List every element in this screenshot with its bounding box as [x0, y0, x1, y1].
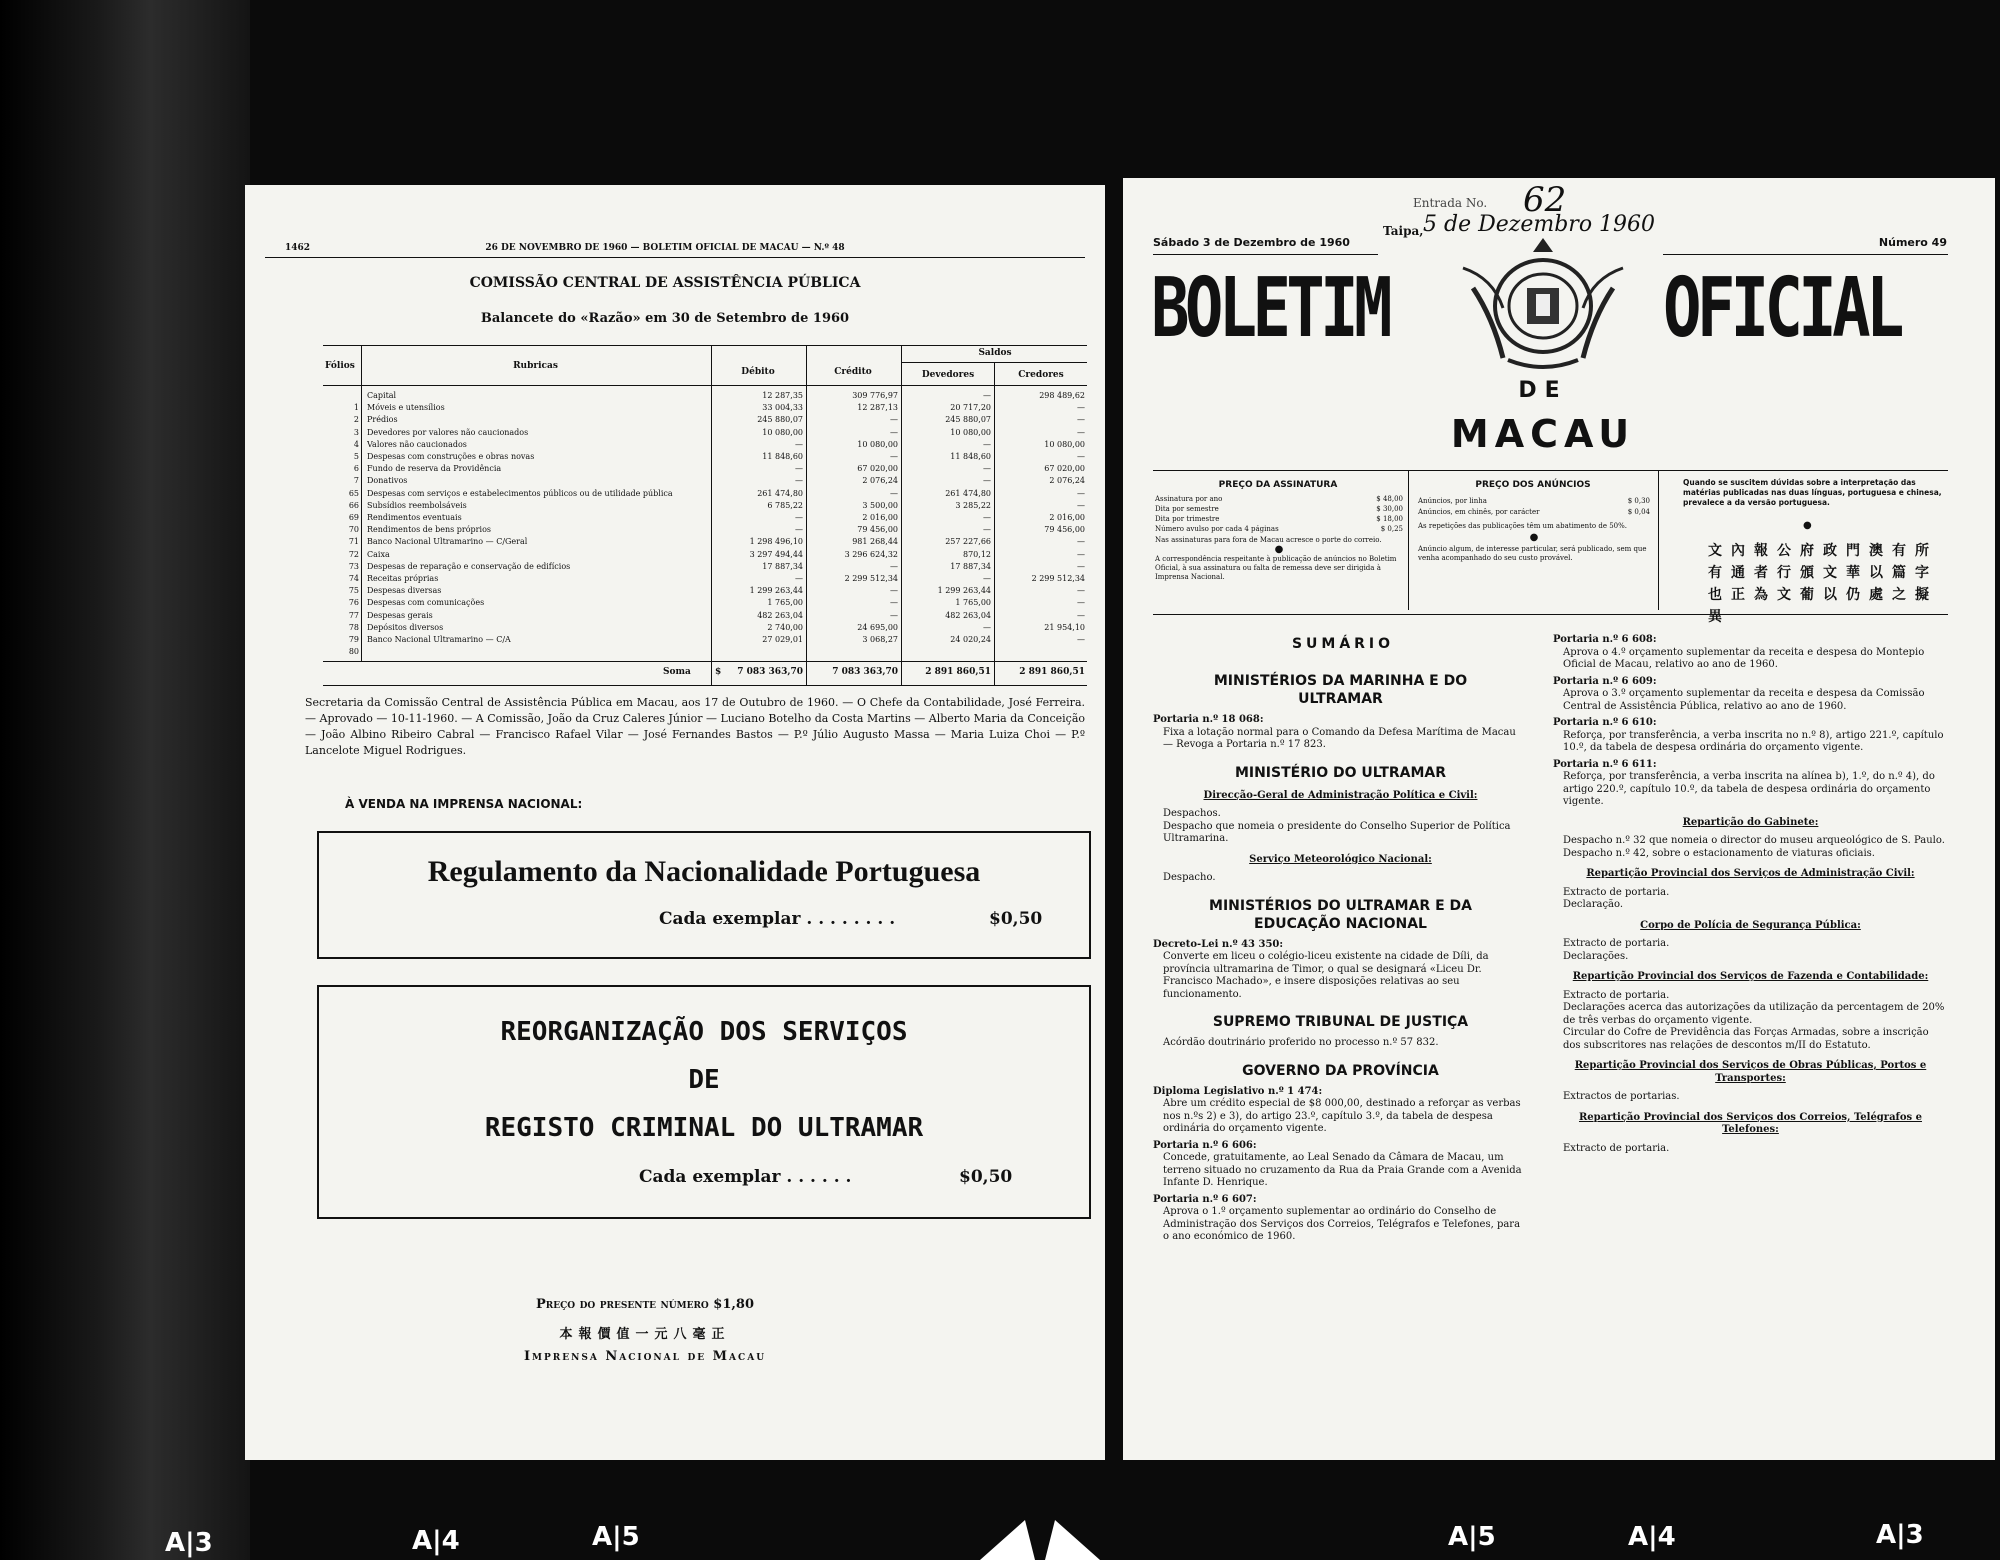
- currency-symbol: $: [715, 667, 722, 677]
- cell-rubrica: Depósitos diversos: [367, 622, 444, 632]
- cell-debito: 245 880,07: [757, 415, 803, 425]
- cell-credores: —: [1077, 610, 1085, 620]
- sumario-entry: Circular do Cofre de Previdência das Forças Armadas, sobre a inscrição dos subscritores nas relações de descontos m/II do Estatuto.: [1563, 1027, 1929, 1051]
- ad-regulamento-title: Regulamento da Nacionalidade Portuguesa: [427, 855, 981, 888]
- cell-devedores: —: [983, 513, 991, 522]
- cell-debito: 17 887,34: [762, 561, 803, 571]
- cell-credito: —: [890, 610, 898, 620]
- cell-credito: 79 456,00: [857, 525, 898, 535]
- cell-folio: 66: [348, 500, 359, 510]
- cell-credito: 2 016,00: [862, 513, 898, 522]
- sumario-section-heading: SUPREMO TRIBUNAL DE JUSTIÇA: [1212, 1014, 1469, 1030]
- cell-credito: 10 080,00: [857, 439, 898, 449]
- cell-debito: 1 299 263,44: [749, 586, 803, 596]
- cell-credores: —: [1077, 561, 1085, 571]
- cell-folio: 74: [348, 574, 359, 583]
- table-row: [323, 611, 1087, 621]
- table-row: [323, 537, 1087, 547]
- sumario-entry: Reforça, por transferência, a verba inscrita na alínea b), 1.º, do n.º 4), do artigo 220.º, capítulo 10.º, da tabela de despesa ordinária do orçamento vigente.: [1563, 771, 1935, 807]
- cell-folio: 5: [353, 452, 359, 461]
- sumario-section-heading: MINISTÉRIOS DO ULTRAMAR E DA EDUCAÇÃO NACIONAL: [1209, 897, 1472, 932]
- assinatura-title: PREÇO DA ASSINATURA: [1218, 480, 1338, 490]
- cell-rubrica: Fundo de reserva da Providência: [367, 464, 502, 474]
- cell-credito: 12 287,13: [857, 403, 898, 413]
- sumario-entry: Despacho n.º 32 que nomeia o director do museu arqueológico de S. Paulo.: [1563, 835, 1945, 846]
- sumario-section-heading: MINISTÉRIOS DA MARINHA E DO ULTRAMAR: [1213, 673, 1468, 707]
- table-row: [323, 562, 1087, 572]
- assinatura-list: Assinatura por ano $ 48,00 Dita por semestre $ 30,00 Dita por trimestre $ 18,00 Número avulso por cada 4 páginas $ 0,25 Nas assinaturas para fora de Macau acresce o porte do correio. ● A correspondência respeitante à publicação de anúncios no Boletim Oficial, à sua assinatura ou falta de remessa deve ser dirigida à Imprensa Nacional.: [1155, 495, 1403, 581]
- sumario-entry: Extracto de portaria.: [1563, 886, 1670, 898]
- cell-devedores: 245 880,07: [945, 415, 991, 425]
- table-row: [323, 525, 1087, 535]
- cell-rubrica: Subsídios reembolsáveis: [367, 500, 467, 510]
- cell-credores: —: [1077, 537, 1085, 547]
- anuncios-item: Anúncios, por linha $ 0,30: [1418, 497, 1650, 505]
- cell-rubrica: Caixa: [367, 549, 390, 559]
- sumario-label: Portaria n.º 6 606:: [1153, 1139, 1257, 1151]
- cell-devedores: 11 848,60: [950, 452, 991, 461]
- entrada-value: 62: [1523, 180, 1567, 220]
- table-row: [323, 586, 1087, 596]
- cell-credores: —: [1077, 427, 1085, 437]
- table-row: [323, 489, 1087, 499]
- cell-folio: 73: [348, 561, 359, 571]
- ad-reorganizacao-line1: REORGANIZAÇÃO DOS SERVIÇOS: [500, 1017, 908, 1047]
- sumario-label: Portaria n.º 18 068:: [1153, 714, 1264, 725]
- cell-devedores: 1 299 263,44: [937, 586, 991, 596]
- cell-credito: 309 776,97: [852, 391, 898, 400]
- ad-reorganizacao-price: $0,50: [959, 1167, 1013, 1187]
- sumario-entry: Aprova o 4.º orçamento suplementar da receita e despesa do Montepio Oficial de Macau, relativo ao ano de 1960.: [1563, 646, 1925, 670]
- sumario-subheading: Corpo de Polícia de Segurança Pública:: [1640, 919, 1861, 931]
- sumario-entry: Converte em liceu o colégio-liceu existente na cidade de Díli, da província ultramarina de Timor, o qual se designará «Liceu Dr. Francisco Machado», e insere disposições relativas ao seu funcionamento.: [1163, 951, 1489, 1000]
- cell-credores: —: [1077, 452, 1085, 461]
- cell-debito: —: [795, 476, 803, 486]
- numero-line: Número 49: [1878, 236, 1947, 249]
- cell-devedores: —: [983, 464, 991, 474]
- cell-debito: 6 785,22: [767, 500, 803, 510]
- sumario-subheading: Repartição Provincial dos Serviços dos Correios, Telégrafos e Telefones:: [1578, 1111, 1922, 1135]
- cell-folio: 77: [348, 610, 359, 620]
- ad-reorganizacao: [317, 985, 1091, 1219]
- cell-credores: 67 020,00: [1044, 464, 1085, 474]
- cell-folio: 78: [348, 622, 359, 632]
- cell-debito: 10 080,00: [762, 427, 803, 437]
- cell-folio: 65: [348, 488, 359, 498]
- table-row: [323, 464, 1087, 474]
- coat-of-arms-icon: [1453, 228, 1633, 378]
- sumario-subheading: Repartição Provincial dos Serviços de Administração Civil:: [1586, 868, 1915, 879]
- sumario-entry: Acórdão doutrinário proferido no processo n.º 57 832.: [1163, 1037, 1439, 1048]
- cell-rubrica: Banco Nacional Ultramarino — C/A: [367, 635, 511, 644]
- cell-credores: 10 080,00: [1044, 439, 1085, 449]
- cell-folio: 69: [348, 513, 359, 522]
- film-mark: A|3: [1876, 1520, 1924, 1550]
- header-folios: Fólios: [325, 361, 355, 371]
- cell-debito: —: [795, 574, 803, 583]
- assinatura-item: Número avulso por cada 4 páginas $ 0,25: [1155, 525, 1403, 533]
- cell-rubrica: Despesas com serviços e estabelecimentos públicos ou de utilidade pública: [367, 488, 673, 498]
- cell-folio: 76: [348, 598, 359, 608]
- sumario-entry: Extracto de portaria.: [1563, 938, 1670, 949]
- cell-credito: —: [890, 561, 898, 571]
- ad-regulamento-price: $0,50: [989, 909, 1043, 929]
- ad-reorganizacao-line2: DE: [688, 1065, 720, 1095]
- cell-credito: 67 020,00: [857, 464, 898, 474]
- sumario-section-heading: MINISTÉRIO DO ULTRAMAR: [1234, 764, 1447, 781]
- sumario-label: Decreto-Lei n.º 43 350:: [1153, 938, 1284, 950]
- ad-regulamento: [317, 831, 1091, 959]
- cell-rubrica: Valores não caucionados: [367, 439, 467, 449]
- sumario-entry: Concede, gratuitamente, ao Leal Senado da Câmara de Macau, um terreno situado no cruzamento da Rua da Praia Grande com a Avenida Infante D. Henrique.: [1163, 1152, 1522, 1188]
- cell-debito: 27 029,01: [762, 635, 803, 644]
- cell-credito: 3 296 624,32: [844, 549, 898, 559]
- cell-folio: 72: [348, 549, 359, 559]
- cell-rubrica: Móveis e utensílios: [367, 403, 445, 413]
- assinatura-item: Assinatura por ano $ 48,00: [1155, 495, 1403, 503]
- sumario-label: Portaria n.º 6 607:: [1153, 1193, 1257, 1205]
- cell-rubrica: Banco Nacional Ultramarino — C/Geral: [367, 537, 528, 547]
- cell-rubrica: Donativos: [367, 476, 408, 486]
- cell-folio: 4: [353, 439, 359, 449]
- sumario-entry: Declarações acerca das autorizações da utilização da percentagem de 20% de três verbas do orçamento vigente.: [1563, 1002, 1945, 1026]
- cell-rubrica: Despesas com construções e obras novas: [367, 452, 535, 461]
- taipa-value: 5 de Dezembro 1960: [1423, 212, 1656, 237]
- anuncios-title: PREÇO DOS ANÚNCIOS: [1475, 480, 1591, 490]
- ad-reorganizacao-line3: REGISTO CRIMINAL DO ULTRAMAR: [484, 1113, 924, 1143]
- sumario-entry: Reforça, por transferência, a verba inscrita no n.º 8), artigo 221.º, capítulo 10.º, da tabela de despesa ordinária do orçamento vigente.: [1563, 729, 1944, 753]
- left-page: [245, 185, 1105, 1460]
- cell-credores: 79 456,00: [1044, 525, 1085, 535]
- cell-credito: —: [890, 488, 898, 498]
- header-debito: Débito: [741, 367, 775, 377]
- cell-devedores: 17 887,34: [950, 561, 991, 571]
- cell-devedores: 257 227,66: [945, 537, 991, 547]
- cell-credores: —: [1077, 488, 1085, 498]
- cell-folio: 6: [353, 464, 359, 474]
- cell-debito: 1 765,00: [767, 598, 803, 608]
- right-page: [1123, 178, 1995, 1460]
- cell-credores: 298 489,62: [1039, 391, 1085, 400]
- soma-credores: 2 891 860,51: [1019, 667, 1085, 677]
- cell-folio: 2: [353, 415, 359, 425]
- table-row: [323, 391, 1087, 401]
- cell-credito: —: [890, 598, 898, 608]
- sumario-entry: Extracto de portaria.: [1563, 1142, 1670, 1154]
- assinatura-item: Dita por semestre $ 30,00: [1155, 505, 1403, 513]
- cell-credores: —: [1077, 598, 1085, 608]
- cell-rubrica: Despesas com comunicações: [367, 598, 485, 608]
- sumario-subheading: Repartição do Gabinete:: [1682, 816, 1819, 828]
- assinatura-note1: Nas assinaturas para fora de Macau acresce o porte do correio.: [1155, 536, 1382, 544]
- cell-rubrica: Capital: [367, 391, 397, 400]
- anuncios-note1: As repetições das publicações têm um abatimento de 50%.: [1418, 522, 1627, 530]
- signature-paragraph: Secretaria da Comissão Central de Assistência Pública em Macau, aos 17 de Outubro de 1960. — O Chefe da Contabilidade, José Ferreira. — Aprovado — 10-11-1960. — A Comissão, João da Cruz Caleres Júnior — Luciano Botelho da Costa Martins — Alberto Maria da Conceição — João Albino Ribeiro Cabral — Francisco Rafael Vilar — José Fernandes Bastos — P.º Júlio Augusto Massa — Maria Luiza Choi — P.º Lancelote Miguel Rodrigues.: [305, 696, 1085, 757]
- sumario-label: Diploma Legislativo n.º 1 474:: [1153, 1085, 1323, 1097]
- cell-folio: 7: [353, 476, 359, 486]
- balance-table: [323, 345, 1087, 690]
- cell-devedores: —: [983, 525, 991, 535]
- cell-credito: —: [890, 452, 898, 461]
- cell-devedores: 1 765,00: [955, 598, 991, 608]
- cell-folio: 71: [348, 537, 359, 547]
- sumario-entry: Fixa a lotação normal para o Comando da Defesa Marítima de Macau — Revoga a Portaria n.º 17 823.: [1163, 726, 1516, 750]
- cell-debito: 482 263,04: [757, 610, 803, 620]
- table-row: [323, 501, 1087, 511]
- table-row: [323, 550, 1087, 560]
- table-row: [323, 513, 1087, 523]
- cell-rubrica: Receitas próprias: [367, 574, 439, 583]
- ad-reorganizacao-price-label: Cada exemplar . . . . . .: [639, 1167, 852, 1187]
- cell-devedores: —: [983, 622, 991, 632]
- header-rubricas: Rubricas: [513, 361, 558, 371]
- soma-credito: 7 083 363,70: [832, 667, 898, 677]
- masthead-de: DE: [1518, 378, 1568, 403]
- cell-credito: —: [890, 415, 898, 425]
- cell-devedores: 261 474,80: [945, 488, 991, 498]
- table-body: [323, 391, 1087, 661]
- cell-credito: —: [890, 427, 898, 437]
- cell-devedores: 482 263,04: [945, 610, 991, 620]
- soma-label: Soma: [663, 667, 691, 677]
- masthead-oficial: OFICIAL: [1663, 261, 1900, 356]
- cell-credores: —: [1077, 500, 1085, 510]
- cell-devedores: 870,12: [963, 549, 991, 559]
- balance-title: Balancete do «Razão» em 30 de Setembro de 1960: [480, 311, 850, 326]
- cell-credito: 981 268,44: [852, 537, 898, 547]
- date-line: Sábado 3 de Dezembro de 1960: [1153, 236, 1350, 249]
- cell-rubrica: Rendimentos de bens próprios: [367, 525, 491, 535]
- footer-imprensa: Imprensa Nacional de Macau: [523, 1349, 767, 1364]
- sumario-label: Portaria n.º 6 609:: [1553, 675, 1657, 687]
- soma-debito: 7 083 363,70: [737, 667, 803, 677]
- cell-devedores: 20 717,20: [950, 403, 991, 413]
- sumario-entry: Abre um crédito especial de $8 000,00, destinado a reforçar as verbas nos n.ºs 2) e 3), do artigo 23.º, capítulo 3.º, da tabela de despesa ordinária do orçamento vigente.: [1163, 1098, 1521, 1134]
- running-title: 26 DE NOVEMBRO DE 1960 — BOLETIM OFICIAL DE MACAU — N.º 48: [485, 243, 845, 253]
- cell-folio: 75: [348, 586, 359, 596]
- cell-folio: 80: [348, 647, 359, 657]
- table-row: [323, 440, 1087, 450]
- assinatura-note2: A correspondência respeitante à publicação de anúncios no Boletim Oficial, à sua assinatura ou falta de remessa deve ser dirigida à Imprensa Nacional.: [1155, 555, 1397, 581]
- cell-credito: 2 299 512,34: [844, 574, 898, 583]
- cell-credores: —: [1077, 635, 1085, 644]
- footer-price: Preço do presente número $1,80: [535, 1297, 755, 1312]
- table-row: [323, 647, 1087, 657]
- cell-debito: 11 848,60: [762, 452, 803, 461]
- notice-text: Quando se suscitem dúvidas sobre a interpretação das matérias publicadas nas duas línguas, portuguesa e chinesa, prevalece a da versão portuguesa.: [1683, 478, 1942, 507]
- entrada-label: Entrada No.: [1413, 196, 1488, 210]
- cell-folio: 3: [353, 427, 359, 437]
- film-mark: A|5: [592, 1522, 640, 1552]
- cell-rubrica: Rendimentos eventuais: [367, 513, 462, 522]
- cell-credito: 2 076,24: [862, 476, 898, 486]
- table-row: [323, 598, 1087, 608]
- cell-credores: 2 016,00: [1049, 513, 1085, 522]
- notice-chinese: 文內報公府政門澳有所 有通者行頒文華以篇字 也正為文葡以仍處之擬異: [1708, 543, 1938, 625]
- sumario-entry: Declaração.: [1563, 899, 1624, 910]
- sumario-entry: Declarações.: [1563, 950, 1629, 962]
- page-number: 1462: [285, 243, 311, 253]
- film-edge-strip: [0, 0, 250, 1560]
- cell-debito: —: [795, 439, 803, 449]
- cell-credores: 21 954,10: [1044, 622, 1085, 632]
- cell-devedores: —: [983, 439, 991, 449]
- cell-rubrica: Despesas gerais: [367, 610, 433, 620]
- sumario-column-1: [1153, 660, 1528, 1244]
- sumario-entry: Aprova o 1.º orçamento suplementar ao ordinário do Conselho de Administração dos Serviços dos Correios, Telégrafos e Telefones, para o ano económico de 1960.: [1163, 1206, 1521, 1242]
- venda-heading: À VENDA NA IMPRENSA NACIONAL:: [345, 797, 583, 811]
- cell-rubrica: Despesas de reparação e conservação de edifícios: [367, 561, 571, 571]
- table-row: [323, 476, 1087, 486]
- film-mark: A|4: [1628, 1522, 1676, 1552]
- cell-credito: 3 500,00: [862, 500, 898, 510]
- cell-rubrica: Prédios: [367, 415, 398, 425]
- sumario-entry: Extracto de portaria.: [1563, 989, 1670, 1001]
- table-row: [323, 574, 1087, 584]
- soma-devedores: 2 891 860,51: [925, 667, 991, 677]
- sumario-section-heading: GOVERNO DA PROVÍNCIA: [1242, 1062, 1439, 1079]
- anuncios-note2: Anúncio algum, de interesse particular, será publicado, sem que venha acompanhado do seu custo provável.: [1418, 545, 1647, 562]
- cell-credores: —: [1077, 415, 1085, 425]
- cell-debito: 261 474,80: [757, 488, 803, 498]
- ad-regulamento-price-label: Cada exemplar . . . . . . . .: [659, 909, 896, 929]
- sumario-entry: Despacho n.º 42, sobre o estacionamento de viaturas oficiais.: [1563, 847, 1875, 859]
- sumario-subheading: Repartição Provincial dos Serviços de Fazenda e Contabilidade:: [1572, 971, 1929, 982]
- masthead-macau: MACAU: [1450, 412, 1636, 456]
- commission-title: COMISSÃO CENTRAL DE ASSISTÊNCIA PÚBLICA: [469, 275, 861, 291]
- cell-devedores: —: [983, 574, 991, 583]
- sumario-entry: Despacho.: [1163, 872, 1216, 883]
- anuncios-item: Anúncios, em chinês, por carácter $ 0,04: [1418, 508, 1650, 516]
- sumario-entry: Extractos de portarias.: [1563, 1091, 1680, 1102]
- table-row: [323, 428, 1087, 438]
- sumario-column-2: [1553, 630, 1948, 1155]
- cell-folio: 70: [348, 525, 359, 535]
- table-row: [323, 403, 1087, 413]
- cell-devedores: 3 285,22: [955, 500, 991, 510]
- cell-rubrica: Despesas diversas: [367, 586, 442, 596]
- cell-devedores: 10 080,00: [950, 427, 991, 437]
- table-row: [323, 415, 1087, 425]
- cell-devedores: —: [983, 476, 991, 486]
- film-mark: A|3: [165, 1528, 213, 1558]
- header-credores: Credores: [1018, 370, 1064, 380]
- notice-bullet: ●: [1803, 520, 1812, 531]
- cell-folio: 1: [353, 403, 359, 413]
- cell-credores: —: [1077, 586, 1085, 596]
- cell-folio: 79: [348, 635, 359, 644]
- header-devedores: Devedores: [921, 370, 975, 380]
- fold-arrows-icon: [980, 1520, 1100, 1560]
- sumario-label: Portaria n.º 6 610:: [1553, 717, 1657, 728]
- cell-credito: 3 068,27: [862, 635, 898, 644]
- film-mark: A|4: [412, 1526, 460, 1556]
- sumario-subheading: Direcção-Geral de Administração Política e Civil:: [1203, 789, 1478, 801]
- cell-credores: 2 299 512,34: [1031, 574, 1085, 583]
- cell-debito: 33 004,33: [762, 403, 803, 413]
- cell-devedores: 24 020,24: [950, 635, 991, 644]
- cell-debito: 12 287,35: [762, 391, 803, 400]
- sumario-entry: Despacho que nomeia o presidente do Conselho Superior de Política Ultramarina.: [1163, 820, 1511, 844]
- sumario-subheading: Serviço Meteorológico Nacional:: [1249, 853, 1432, 865]
- sumario-entry: Aprova o 3.º orçamento suplementar da receita e despesa da Comissão Central de Assistência Pública, relativo ao ano de 1960.: [1563, 688, 1925, 712]
- sumario-label: Portaria n.º 6 608:: [1553, 634, 1657, 645]
- sumario-title: SUMÁRIO: [1291, 636, 1395, 652]
- cell-credores: —: [1077, 549, 1085, 559]
- cell-debito: —: [795, 464, 803, 474]
- table-row: [323, 635, 1087, 645]
- cell-rubrica: Devedores por valores não caucionados: [367, 427, 529, 437]
- cell-credores: —: [1077, 403, 1085, 413]
- cell-debito: —: [795, 525, 803, 535]
- cell-debito: —: [795, 513, 803, 522]
- anuncios-list: Anúncios, por linha $ 0,30 Anúncios, em chinês, por carácter $ 0,04 As repetições das publicações têm um abatimento de 50%. ● Anúncio algum, de interesse particular, será publicado, sem que venha acompanhado do seu custo provável.: [1418, 497, 1650, 562]
- table-row: [323, 452, 1087, 462]
- assinatura-item: Dita por trimestre $ 18,00: [1155, 515, 1403, 523]
- taipa-label: Taipa,: [1383, 224, 1424, 238]
- cell-devedores: —: [983, 391, 991, 400]
- header-credito: Crédito: [834, 367, 872, 377]
- footer-chinese: 本報價值一元八毫正: [559, 1327, 731, 1342]
- header-saldos: Saldos: [978, 348, 1012, 358]
- table-row: [323, 623, 1087, 633]
- cell-credores: 2 076,24: [1049, 476, 1085, 486]
- sumario-subheading: Repartição Provincial dos Serviços de Obras Públicas, Portos e Transportes:: [1574, 1060, 1927, 1084]
- masthead-boletim: BOLETIM: [1151, 261, 1388, 356]
- cell-debito: 3 297 494,44: [749, 549, 803, 559]
- cell-credito: 24 695,00: [857, 622, 898, 632]
- cell-debito: 1 298 496,10: [749, 537, 803, 547]
- cell-credito: —: [890, 586, 898, 596]
- sumario-label: Portaria n.º 6 611:: [1553, 758, 1657, 770]
- film-mark: A|5: [1448, 1522, 1496, 1552]
- sumario-entry: Despachos.: [1163, 808, 1221, 819]
- cell-debito: 2 740,00: [767, 622, 803, 632]
